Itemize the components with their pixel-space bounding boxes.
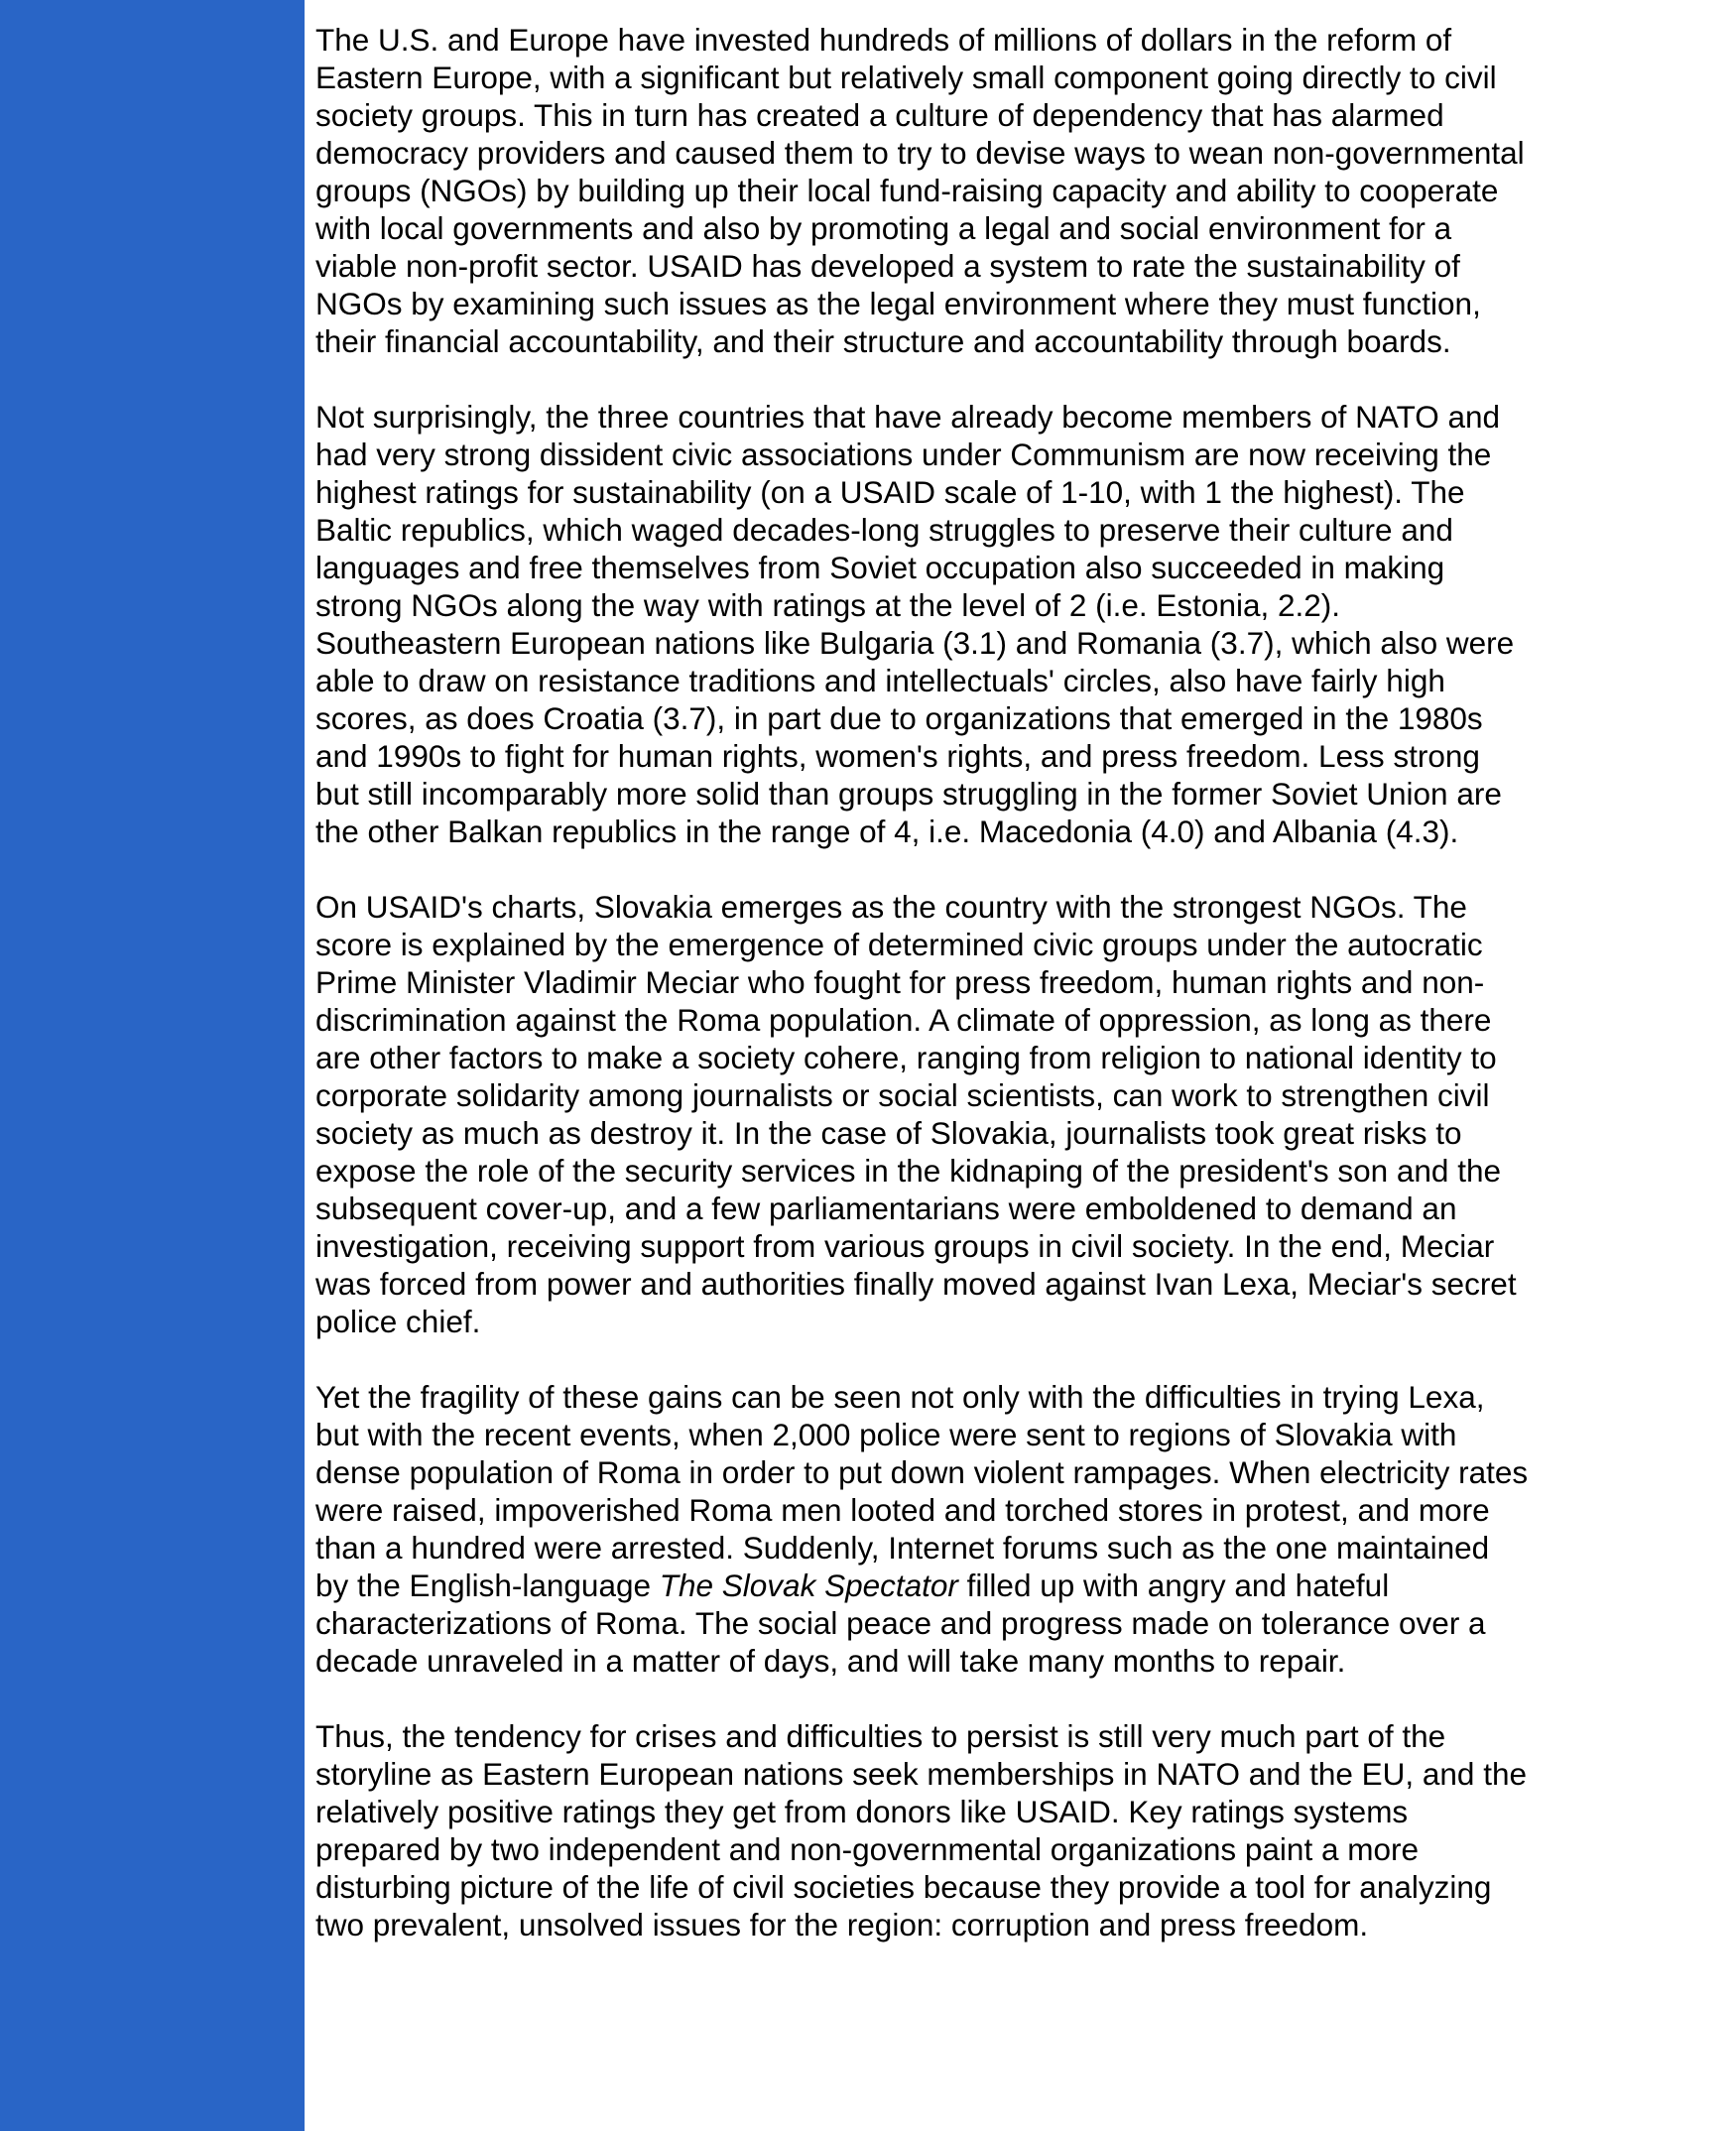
paragraph-2: Not surprisingly, the three countries that have already become members of NATO and had very strong dissident civic associations under Communism are now receiving the highest ratings for sustainability (on a USAID scale of 1-10, with 1 the highest). The Baltic republics, which waged decades-long struggles to preserve their culture and languages and free themselves from Soviet occupation also succeeded in making strong NGOs along the way with ratings at the level of 2 (i.e. Estonia, 2.2). Southeastern European nations like Bulgaria (3.1) and Romania (3.7), which also were able to draw on resistance traditions and intellectuals' circles, also have fairly high scores, as does Croatia (3.7), in part due to organizations that emerged in the 1980s and 1990s to fight for human rights, women's rights, and press freedom. Less strong but still incomparably more solid than groups struggling in the former Soviet Union are the other Balkan republics in the range of 4, i.e. Macedonia (4.0) and Albania (4.3). xyxy=(315,399,1515,849)
paragraph-4-text-after: filled up with angry and hateful characterizations of Roma. The social peace and progress made on tolerance over a decade unraveled in a matter of days, and will take many months to repair. xyxy=(315,1567,1486,1679)
sidebar-panel xyxy=(0,0,305,2131)
paragraph-4-text-before: Yet the fragility of these gains can be seen not only with the difficulties in trying Lexa, but with the recent events, when 2,000 police were sent to regions of Slovakia with dense population of Roma in order to put down violent rampages. When electricity rates were raised, impoverished Roma men looted and torched stores in protest, and more than a hundred were arrested. Suddenly, Internet forums such as the one maintained by the English-language xyxy=(315,1379,1529,1603)
article-body xyxy=(315,21,1531,1981)
paragraph-4 xyxy=(315,1378,1531,1680)
paragraph-1: The U.S. and Europe have invested hundreds of millions of dollars in the reform of Eastern Europe, with a significant but relatively small component going directly to civil society groups. This in turn has created a culture of dependency that has alarmed democracy providers and caused them to try to devise ways to wean non-governmental groups (NGOs) by building up their local fund-raising capacity and ability to cooperate with local governments and also by promoting a legal and social environment for a viable non-profit sector. USAID has developed a system to rate the sustainability of NGOs by examining such issues as the legal environment where they must function, their financial accountability, and their structure and accountability through boards. xyxy=(315,22,1525,359)
paragraph-3: On USAID's charts, Slovakia emerges as the country with the strongest NGOs. The score is explained by the emergence of determined civic groups under the autocratic Prime Minister Vladimir Meciar who fought for press freedom, human rights and non-discrimination against the Roma population. A climate of oppression, as long as there are other factors to make a society cohere, ranging from religion to national identity to corporate solidarity among journalists or social scientists, can work to strengthen civil society as much as destroy it. In the case of Slovakia, journalists took great risks to expose the role of the security services in the kidnaping of the president's son and the subsequent cover-up, and a few parliamentarians were emboldened to demand an investigation, receiving support from various groups in civil society. In the end, Meciar was forced from power and authorities finally moved against Ivan Lexa, Meciar's secret police chief. xyxy=(315,889,1517,1339)
paragraph-5: Thus, the tendency for crises and difficulties to persist is still very much part of the storyline as Eastern European nations seek memberships in NATO and the EU, and the relatively positive ratings they get from donors like USAID. Key ratings systems prepared by two independent and non-governmental organizations paint a more disturbing picture of the life of civil societies because they provide a tool for analyzing two prevalent, unsolved issues for the region: corruption and press freedom. xyxy=(315,1718,1527,1943)
publication-title: The Slovak Spectator xyxy=(659,1567,958,1603)
